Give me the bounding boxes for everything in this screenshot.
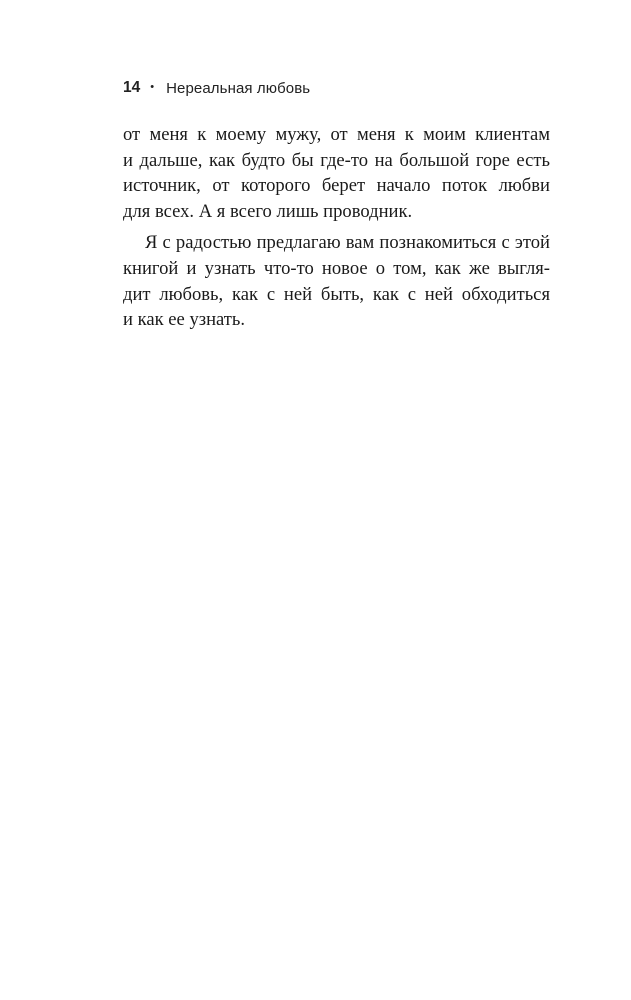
section-title: Нереальная любовь: [166, 79, 311, 97]
text-line: источник, от которого берет начало поток любви: [123, 175, 550, 197]
text-line: и как ее узнать.: [123, 309, 246, 331]
text-line: и дальше, как будто бы где-то на большой горе есть: [123, 149, 550, 171]
text-line: для всех. А я всего лишь проводник.: [123, 200, 413, 222]
header-separator: •: [150, 81, 155, 93]
paragraph-1: [123, 122, 550, 224]
paragraph-2: [123, 230, 550, 332]
body-text: [123, 122, 550, 333]
text-line: Я с радостью предлагаю вам познакомиться с этой: [145, 232, 550, 254]
running-header: [123, 79, 310, 97]
text-line: от меня к моему мужу, от меня к моим клиентам: [123, 124, 550, 145]
text-line: книгой и узнать что-то новое о том, как же выгля-: [123, 257, 550, 279]
page-number: 14: [123, 79, 141, 96]
text-line: дит любовь, как с ней быть, как с ней обходиться: [123, 283, 550, 305]
